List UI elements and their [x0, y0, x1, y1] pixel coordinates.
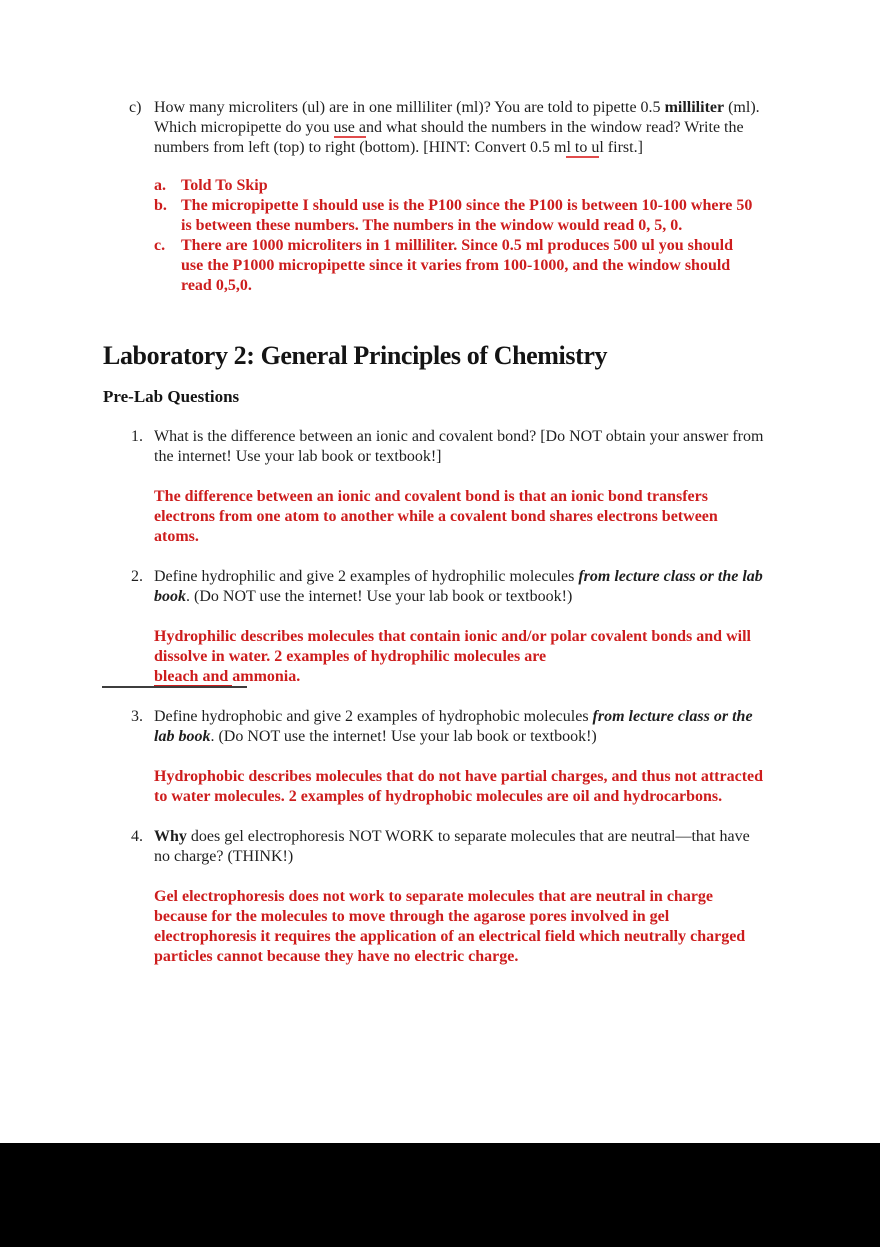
- text-run: l first.]: [599, 139, 643, 156]
- underlined-text-run: bleach and: [154, 668, 233, 685]
- question-4: [103, 827, 810, 967]
- question-1: [103, 427, 810, 547]
- bottom-black-bar: [0, 1143, 880, 1247]
- text-run: How many microliters (ul) are in one milliliter (ml)? You are told to pipette 0.5: [154, 99, 665, 116]
- answer-4-text: Gel electrophoresis does not work to separate molecules that are neutral in charge because for the molecules to move through the agarose pores involved in gel electrophoresis it requires the application of an electrical field which neutrally charged particles cannot because they have no electric charge.: [154, 888, 746, 965]
- text-run: ammonia.: [232, 668, 301, 685]
- section-heading: Laboratory 2: General Principles of Chemistry: [103, 341, 608, 370]
- bold-text-run: milliliter: [664, 99, 725, 116]
- sub-answer-b-marker: b.: [154, 197, 167, 214]
- text-run: nd what should the numbers in the window read? Write the numbers from left (top) to right (bottom). [HINT: Convert 0.5 m: [154, 119, 744, 156]
- question-3-body: [154, 707, 764, 807]
- sub-answer-c: [154, 236, 764, 296]
- sub-answer-b: [154, 196, 764, 236]
- question-4-marker: 4.: [131, 828, 143, 845]
- spellcheck-underlined-text: l to u: [566, 139, 600, 156]
- question-2-text: [154, 567, 764, 607]
- text-run: does gel electrophoresis NOT WORK to separate molecules that are neutral—that have no charge? (THINK!): [154, 828, 750, 865]
- question-1-marker: 1.: [131, 428, 143, 445]
- question-c: [103, 98, 810, 296]
- text-run: Hydrophilic describes molecules that contain ionic and/or polar covalent bonds and will dissolve in water. 2 examples of hydrophilic molecules are: [154, 628, 751, 665]
- question-2: [103, 567, 810, 687]
- sub-answer-c-marker: c.: [154, 237, 166, 254]
- question-1-text: What is the difference between an ionic and covalent bond? [Do NOT obtain your answer from the internet! Use your lab book or textbook!]: [154, 428, 764, 465]
- question-c-body: [154, 98, 764, 296]
- bold-text-run: Why: [154, 828, 187, 845]
- text-run: Define hydrophilic and give 2 examples of hydrophilic molecules: [154, 568, 579, 585]
- answer-3-text: Hydrophobic describes molecules that do not have partial charges, and thus not attracted to water molecules. 2 examples of hydrophobic molecules are oil and hydrocarbons.: [154, 768, 764, 805]
- question-2-body: [154, 567, 764, 687]
- margin-rule: [102, 686, 247, 688]
- question-c-marker: c): [129, 99, 142, 116]
- sub-answer-b-text: The micropipette I should use is the P100 since the P100 is between 10-100 where 50 is between these numbers. The numbers in the window would read 0, 5, 0.: [181, 197, 753, 234]
- sub-answer-c-text: There are 1000 microliters in 1 milliliter. Since 0.5 ml produces 500 ul you should use the P1000 micropipette since it varies from 100-1000, and the window should read 0,5,0.: [181, 237, 734, 294]
- question-4-body: [154, 827, 751, 967]
- text-run: . (Do NOT use the internet! Use your lab book or textbook!): [210, 728, 597, 745]
- question-c-text: [154, 98, 764, 158]
- sub-answer-a-text: Told To Skip: [181, 177, 268, 194]
- question-3-marker: 3.: [131, 708, 143, 725]
- question-3-text: [154, 707, 764, 747]
- spellcheck-underlined-text: use a: [333, 119, 366, 136]
- question-2-marker: 2.: [131, 568, 143, 585]
- question-4-text: [154, 827, 751, 867]
- question-3: [103, 707, 810, 807]
- sub-answer-a-marker: a.: [154, 177, 166, 194]
- bold-italic-text-run: from lecture class or the lab book: [154, 708, 753, 745]
- answer-1-text: The difference between an ionic and covalent bond is that an ionic bond transfers electrons from one atom to another while a covalent bond shares electrons between atoms.: [154, 488, 718, 545]
- question-1-body: [154, 427, 764, 547]
- text-run: (ml). Which micropipette do you: [154, 99, 760, 136]
- answer-2-last-line: [154, 667, 764, 687]
- text-run: Define hydrophobic and give 2 examples of hydrophobic molecules: [154, 708, 593, 725]
- answer-2-text: [154, 627, 764, 687]
- sub-answer-a: [154, 176, 764, 196]
- answer-sublist: [154, 176, 764, 296]
- subsection-heading: Pre-Lab Questions: [103, 387, 240, 406]
- text-run: . (Do NOT use the internet! Use your lab book or textbook!): [186, 588, 573, 605]
- bold-italic-text-run: from lecture class or the lab book: [154, 568, 763, 605]
